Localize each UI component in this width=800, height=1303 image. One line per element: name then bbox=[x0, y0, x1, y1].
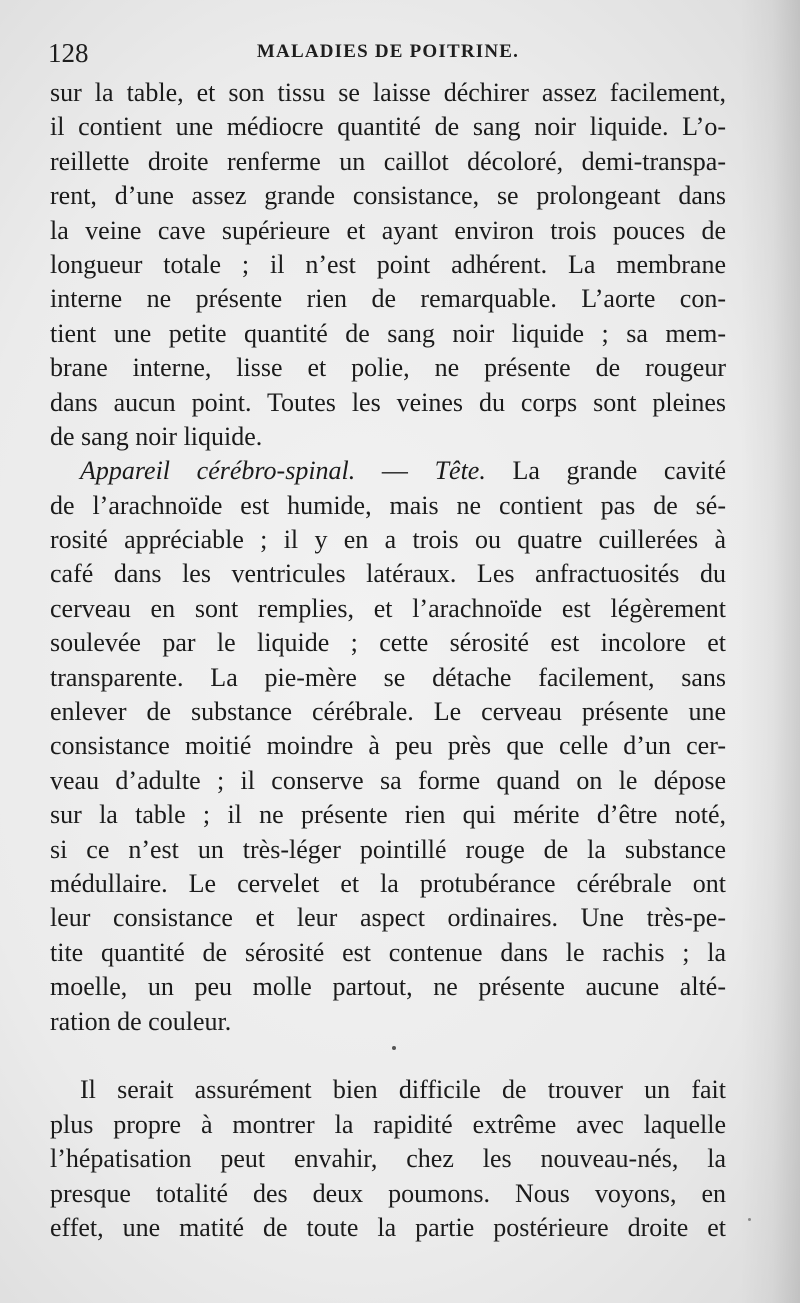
text-line: sur la table, et son tissu se laisse déchirer assez facilement, bbox=[50, 78, 726, 107]
text-segment: — bbox=[355, 456, 435, 486]
text-line: brane interne, lisse et polie, ne présente de rougeur bbox=[50, 353, 726, 383]
text-line: leur consistance et leur aspect ordinaires. Une très-pe- bbox=[50, 903, 726, 933]
binding-shadow bbox=[740, 0, 800, 1303]
text-line: de sang noir liquide. bbox=[50, 421, 263, 451]
text-line bbox=[50, 454, 726, 488]
text-line: consistance moitié moindre à peu près que celle d’un cer- bbox=[50, 731, 726, 761]
text-line: rosité appréciable ; il y en a trois ou quatre cuillerées à bbox=[50, 525, 726, 555]
text-line: si ce n’est un très-léger pointillé rouge de la substance bbox=[50, 834, 726, 864]
text-line: reillette droite renferme un caillot décoloré, demi-transpa- bbox=[50, 146, 726, 176]
text-line: soulevée par le liquide ; cette sérosité est incolore et bbox=[50, 628, 726, 658]
text-line: Il serait assurément bien difficile de trouver un fait bbox=[80, 1075, 726, 1105]
paragraph-gap bbox=[50, 1039, 726, 1073]
text-line: café dans les ventricules latéraux. Les anfractuosités du bbox=[50, 559, 726, 589]
text-line: moelle, un peu molle partout, ne présente aucune alté- bbox=[50, 972, 726, 1002]
text-line: la veine cave supérieure et ayant environ trois pouces de bbox=[50, 215, 726, 245]
text-line: effet, une matité de toute la partie postérieure droite et bbox=[50, 1212, 726, 1242]
text-line: l’hépatisation peut envahir, chez les nouveau-nés, la bbox=[50, 1144, 726, 1174]
page-header bbox=[48, 34, 728, 78]
body-text bbox=[50, 76, 726, 1245]
text-line: longueur totale ; il n’est point adhérent. La membrane bbox=[50, 249, 726, 279]
page-number: 128 bbox=[48, 38, 89, 68]
text-line: plus propre à montrer la rapidité extrême avec laquelle bbox=[50, 1109, 726, 1139]
text-line: rent, d’une assez grande consistance, se prolongeant dans bbox=[50, 181, 726, 211]
text-segment: La grande cavité bbox=[485, 456, 726, 486]
text-line: tite quantité de sérosité est contenue dans le rachis ; la bbox=[50, 937, 726, 967]
text-line: tient une petite quantité de sang noir liquide ; sa mem- bbox=[50, 318, 726, 348]
text-line: enlever de substance cérébrale. Le cerveau présente une bbox=[50, 697, 726, 727]
section-heading: Appareil cérébro-spinal. bbox=[80, 456, 356, 486]
text-line: presque totalité des deux poumons. Nous voyons, en bbox=[50, 1178, 726, 1208]
text-line: transparente. La pie-mère se détache facilement, sans bbox=[50, 662, 726, 692]
text-line: interne ne présente rien de remarquable. L’aorte con- bbox=[50, 284, 726, 314]
text-line: ration de couleur. bbox=[50, 1006, 232, 1036]
text-line: cerveau en sont remplies, et l’arachnoïde est légèrement bbox=[50, 593, 726, 623]
subsection-heading: Tête. bbox=[434, 456, 486, 486]
ink-speck bbox=[748, 1218, 751, 1221]
text-line: de l’arachnoïde est humide, mais ne contient pas de sé- bbox=[50, 490, 726, 520]
text-line: il contient une médiocre quantité de sang noir liquide. L’o- bbox=[50, 112, 726, 142]
text-line: sur la table ; il ne présente rien qui mérite d’être noté, bbox=[50, 800, 726, 830]
text-line: veau d’adulte ; il conserve sa forme quand on le dépose bbox=[50, 765, 726, 795]
ink-speck bbox=[392, 1046, 396, 1050]
text-line: médullaire. Le cervelet et la protubérance cérébrale ont bbox=[50, 868, 726, 898]
text-line: dans aucun point. Toutes les veines du corps sont pleines bbox=[50, 387, 726, 417]
running-title: MALADIES DE POITRINE. bbox=[256, 41, 520, 62]
